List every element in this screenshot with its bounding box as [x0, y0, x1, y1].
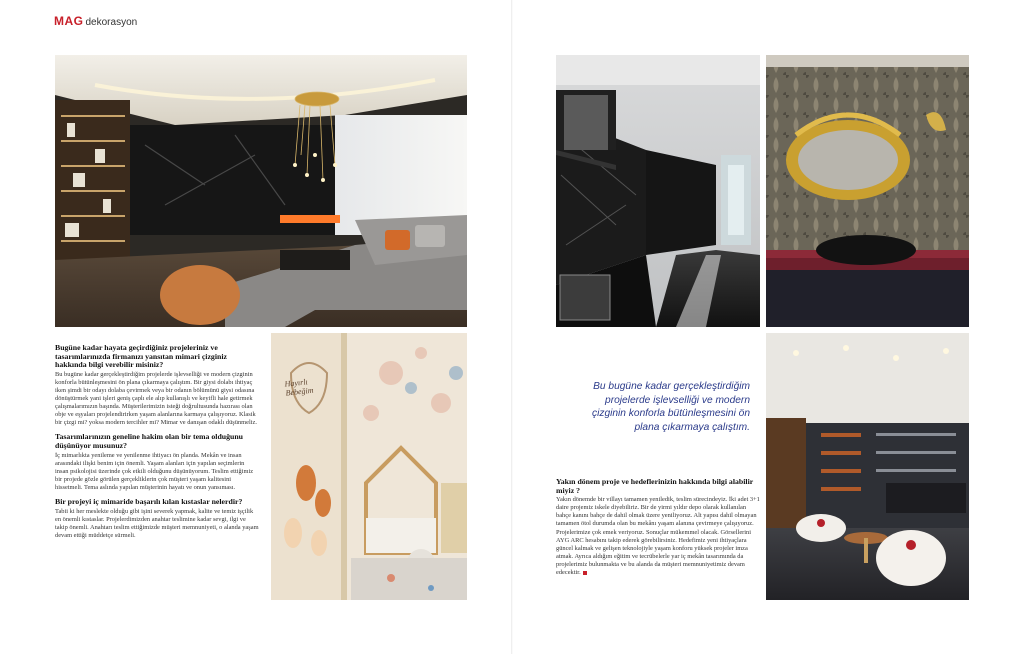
- question-2: Tasarımlarınızın geneline hakim olan bir tema olduğunu düşünüyor musunuz?: [55, 432, 244, 451]
- question-3: Bir projeyi iç mimaride başarılı kılan kıstaslar nelerdir?: [55, 497, 243, 507]
- mirror-washbasin-photo: [766, 55, 969, 327]
- brand-logo: MAG: [54, 14, 84, 28]
- end-mark: [583, 571, 587, 575]
- left-text-column: [55, 344, 259, 546]
- answer-2: İç mimarlıkta yenileme ve yenilenme ihtiyacı ön planda. Mekân ve insan arasındaki ilişki benim için önemli. Yaşam alanları için yapılan seçimlerin insan psikolojisi üzerinde çok etkili olduğunu düşünüyorum. Teslim ettiğimiz bir projede gözle görülen gerçekliklerin çok müşteri yaşam kalitesini hissetmeli. Tema aslında yapılan müşterinin hayatı ve onun yansıması.: [55, 451, 254, 491]
- answer-3: Tabii ki her meslekte olduğu gibi işini severek yapmak, kalite ve temiz işçilik en önemli kıstaslar. Projelerdimizden anahtar teslimine kadar sevgi, ilgi ve takip önemli. Anahtarı teslim ettiğimizde müşteri memnuniyeti, o alanda yaşam devam ettiği müddetçe sürmeli.: [55, 507, 259, 539]
- kids-room-photo: [271, 333, 467, 600]
- page-gutter: [511, 0, 513, 654]
- hanger-word-1: Hayırlı: [284, 377, 309, 389]
- question-1: Bugüne kadar hayata geçirdiğiniz projeleriniz ve tasarımlarınızda firmanızı yansıtan mimari çizginiz hakkında bilgi verebilir misiniz?: [55, 343, 227, 370]
- pull-quote: Bu bugüne kadar gerçekleştirdiğim projelerde işlevselliği ve modern çizginin konforla bütünleşmesini ön plana çıkarmaya çalıştım.: [592, 381, 750, 433]
- section-name: dekorasyon: [85, 17, 138, 28]
- answer-4-text: Yakın dönemde bir villayı tamamen yeniledik, teslim sürecindeyiz. İki adet 3+1 daire projemiz iskele diyebiliriz. Bir de yirmi yıldır depo olarak kullanılan bahçe kanını bahçe de dahil olmak üzere yeniliyoruz. Alt yapısı dahil olmayan tamamen ötol durumda olan bu mekânı yaşam alanına çevirmeye çalışıyoruz. Projelerimize çok emek veriyoruz. Sonuçlar mükemmel olacak. Görsellerini AYG ARC hesabını takip ederek görebilirsiniz. Hedefimiz yeni ihtiyaçlara güncel kalmak ve gelişen teknolojiyle yaşam konforu yüksek projeler imza atmak. Ayrıca aldığım eğitim ve tecrübelerle yar iç mekân tasarımında da projelerimiz bulunmakta ve bu alanda da müşteri memnuniyetimiz devam edecektir.: [556, 496, 760, 577]
- right-text-column: [556, 478, 760, 577]
- magazine-header: [54, 14, 137, 28]
- hanger-word-2: Bebeğim: [285, 385, 314, 398]
- kitchen-photo: [556, 55, 760, 327]
- answer-1: Bu bugüne kadar gerçekleştirdiğim projelerde işlevselliği ve modern çizginin konforla bütünleşmesini ön plana çıkarmaya çalıştım. Bir giysi dolabı ihtiyaç iken şimdi bir odayı dolaba çevirmek veya bir odanın bölümünü giysi odasına dönüştürmek yani işleri geniş çaplı ele alıp kullanışlı ve keyifli hale getirmek çalışmalarımızın başında. Müşterilerimizin isteği doğrultusunda hazırası olan obje ve eşyaları projelendirirken yaşam alanlarına karmaya çalışıyoruz. Klasik bir çizgi mi? yoksa modern tercihler mi? Mimar ve danışan odaklı düşünmeliz.: [55, 370, 257, 427]
- office-lounge-photo: [766, 333, 969, 600]
- living-room-photo: [55, 55, 467, 327]
- answer-4: [556, 496, 760, 577]
- question-4: Yakın dönem proje ve hedeflerinizin hakkında bilgi alabilir miyiz ?: [556, 477, 754, 495]
